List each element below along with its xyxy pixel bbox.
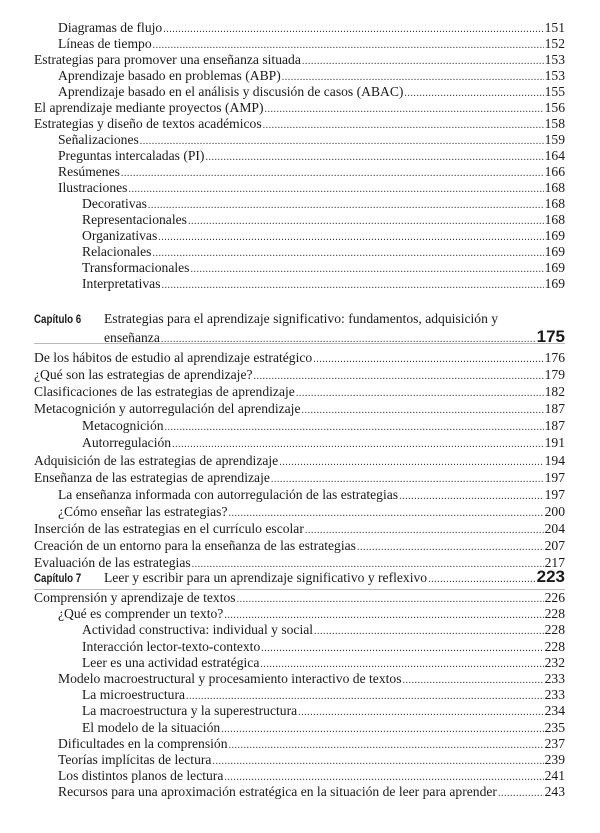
toc-entry[interactable] [34, 703, 565, 719]
toc-entry[interactable] [34, 180, 565, 196]
toc-entry[interactable] [34, 452, 565, 469]
toc-entry[interactable] [34, 260, 565, 276]
entry-title: La macroestructura y la superestructura [82, 703, 298, 719]
entry-page-number: 169 [544, 276, 565, 291]
dot-leader [212, 754, 543, 770]
toc-entry[interactable] [34, 244, 565, 260]
entry-page-number: 232 [544, 654, 565, 670]
dot-leader [428, 570, 536, 590]
chapter-label: Capítulo 7 [34, 573, 82, 585]
entry-title: Representacionales [82, 212, 187, 227]
toc-entry[interactable] [34, 400, 565, 417]
toc-entry[interactable] [34, 606, 565, 622]
entry-page-number: 158 [544, 116, 565, 131]
entry-title: Relacionales [82, 244, 152, 259]
entry-page-number: 243 [544, 784, 565, 800]
entry-page-number: 155 [544, 84, 565, 99]
entry-title: El aprendizaje mediante proyectos (AMP) [34, 100, 264, 115]
toc-entry[interactable] [34, 228, 565, 244]
entry-title: Actividad constructiva: individual y social [82, 622, 314, 638]
entry-title: Interacción lector-texto-contexto [82, 638, 261, 654]
entry-page-number: 200 [544, 503, 565, 519]
dot-leader [302, 54, 544, 70]
entry-page-number: 179 [544, 367, 565, 383]
toc-entry[interactable] [34, 537, 565, 554]
entry-page-number: 233 [544, 687, 565, 703]
entry-title: Modelo macroestructural y procesamiento interactivo de textos [58, 670, 402, 686]
entry-title: ¿Cómo enseñar las estrategias? [58, 503, 228, 519]
entry-title: Leer es una actividad estratégica [82, 654, 260, 670]
entry-title: Dificultades en la comprensión [58, 735, 228, 751]
toc-entry[interactable] [34, 720, 565, 736]
dot-leader [190, 262, 543, 278]
entry-page-number: 168 [544, 196, 565, 211]
entry-title: Teorías implícitas de lectura [58, 751, 212, 767]
entry-page-number: 159 [544, 132, 565, 147]
entry-title: Comprensión y aprendizaje de textos [34, 590, 236, 605]
divider [34, 343, 565, 344]
entry-title: Decorativas [82, 196, 147, 211]
entry-page-number: 191 [544, 435, 565, 451]
toc-entry[interactable] [34, 417, 565, 434]
entry-page-number: 235 [544, 719, 565, 735]
dot-leader [237, 592, 544, 608]
entry-title: El modelo de la situación [82, 719, 221, 735]
entry-page-number: 239 [544, 751, 565, 767]
entry-title: Preguntas intercaladas (PI) [58, 148, 205, 163]
toc-entry[interactable] [34, 100, 565, 116]
dot-leader [161, 331, 536, 349]
toc-entry[interactable] [34, 655, 565, 671]
dot-leader [221, 722, 543, 738]
dot-leader [296, 385, 544, 402]
toc-entry[interactable] [34, 752, 565, 768]
toc-entry[interactable] [34, 768, 565, 784]
entry-page-number: 197 [544, 486, 565, 502]
entry-title: Interpretativas [82, 276, 161, 291]
toc-entry[interactable] [34, 36, 565, 52]
entry-title: Inserción de las estrategias en el currículo escolar [34, 520, 304, 536]
toc-entry[interactable] [34, 590, 565, 606]
entry-page-number: 151 [544, 20, 565, 35]
toc-entry[interactable] [34, 164, 565, 180]
entry-title: ¿Qué es comprender un texto? [58, 606, 224, 622]
chapter-7-heading[interactable] [34, 567, 565, 587]
entry-title: Los distintos planos de lectura [58, 768, 224, 784]
dot-leader [498, 786, 544, 802]
entry-page-number: 226 [544, 590, 565, 605]
dot-leader [121, 166, 544, 182]
entry-page-number: 164 [544, 148, 565, 163]
chapter-page-number: 175 [536, 327, 565, 346]
dot-leader [279, 454, 543, 471]
entry-title: Resúmenes [58, 164, 120, 179]
dot-leader [152, 246, 543, 262]
dot-leader [301, 402, 543, 419]
dot-leader [261, 641, 543, 657]
entry-page-number: 233 [544, 670, 565, 686]
entry-page-number: 228 [544, 638, 565, 654]
toc-entry[interactable] [34, 520, 565, 537]
toc-entry[interactable] [34, 148, 565, 164]
toc-entry[interactable] [34, 132, 565, 148]
dot-leader [265, 102, 544, 118]
dot-leader [162, 278, 544, 294]
toc-entry[interactable] [34, 196, 565, 212]
entry-page-number: 228 [544, 622, 565, 638]
toc-entry[interactable] [34, 736, 565, 752]
entry-title: Líneas de tiempo [58, 36, 152, 51]
toc-entry[interactable] [34, 212, 565, 228]
entry-page-number: 204 [544, 520, 565, 536]
toc-entry[interactable] [34, 622, 565, 638]
chapter-title: Leer y escribir para un aprendizaje significativo y reflexivo [104, 570, 428, 585]
dot-leader [163, 22, 543, 38]
toc-section-c [34, 590, 565, 800]
toc-entry[interactable] [34, 503, 565, 520]
entry-title: Señalizaciones [58, 132, 139, 147]
toc-entry[interactable] [34, 52, 565, 68]
dot-leader [229, 738, 544, 754]
entry-title: Organizativas [82, 228, 158, 243]
entry-title: Metacognición [82, 418, 164, 434]
toc-entry[interactable] [34, 784, 565, 800]
dot-leader [404, 86, 543, 102]
entry-page-number: 197 [544, 469, 565, 485]
toc-entry[interactable] [34, 469, 565, 486]
dot-leader [205, 150, 543, 166]
entry-title: Ilustraciones [58, 180, 128, 195]
entry-page-number: 187 [544, 401, 565, 417]
toc-entry[interactable] [34, 349, 565, 366]
toc-section-b [34, 349, 565, 571]
entry-page-number: 187 [544, 418, 565, 434]
entry-page-number: 217 [544, 555, 565, 571]
chapter-label: Capítulo 6 [34, 314, 82, 326]
toc-entry[interactable] [34, 486, 565, 503]
dot-leader [148, 198, 544, 214]
chapter-page-number: 223 [536, 567, 565, 586]
toc-entry[interactable] [34, 68, 565, 84]
entry-title: Clasificaciones de las estrategias de aprendizaje [34, 384, 295, 400]
entry-page-number: 228 [544, 606, 565, 622]
entry-page-number: 169 [544, 228, 565, 243]
entry-page-number: 169 [544, 244, 565, 259]
entry-page-number: 168 [544, 180, 565, 195]
entry-title: De los hábitos de estudio al aprendizaje estratégico [34, 350, 313, 365]
entry-page-number: 237 [544, 735, 565, 751]
toc-entry[interactable] [34, 84, 565, 100]
entry-title: Estrategias para promover una enseñanza situada [34, 52, 301, 67]
dot-leader [298, 705, 543, 721]
entry-title: Estrategias y diseño de textos académicos [34, 116, 262, 131]
entry-title: ¿Qué son las estrategias de aprendizaje? [34, 367, 253, 383]
entry-title: La microestructura [82, 687, 186, 703]
dot-leader [399, 488, 544, 505]
entry-page-number: 182 [544, 384, 565, 400]
entry-title: Adquisición de las estrategias de aprendizaje [34, 452, 279, 468]
entry-title: Autorregulación [82, 435, 172, 451]
entry-page-number: 153 [544, 52, 565, 67]
entry-title: Aprendizaje basado en el análisis y discusión de casos (ABAC) [58, 84, 404, 99]
entry-page-number: 156 [544, 100, 565, 115]
toc-entry[interactable] [34, 366, 565, 383]
toc-entry[interactable] [34, 276, 565, 292]
entry-page-number: 166 [544, 164, 565, 179]
dot-leader [314, 624, 544, 640]
toc-entry[interactable] [34, 687, 565, 703]
chapter-title-continued: enseñanza [104, 330, 160, 345]
dot-leader [188, 214, 544, 230]
toc-entry[interactable] [34, 116, 565, 132]
dot-leader [128, 182, 543, 198]
entry-page-number: 176 [544, 350, 565, 365]
entry-page-number: 194 [544, 452, 565, 468]
dot-leader [403, 673, 544, 689]
dot-leader [313, 351, 543, 368]
dot-leader [254, 368, 544, 385]
entry-page-number: 241 [544, 768, 565, 784]
entry-page-number: 207 [544, 538, 565, 554]
entry-title: Diagramas de flujo [58, 20, 163, 35]
entry-title: La enseñanza informada con autorregulación de las estrategias [58, 486, 399, 502]
dot-leader [158, 230, 543, 246]
toc-entry[interactable] [34, 20, 565, 36]
dot-leader [165, 419, 544, 436]
toc-entry[interactable] [34, 383, 565, 400]
entry-title: Aprendizaje basado en problemas (ABP) [58, 68, 281, 83]
entry-title: Evaluación de las estrategias [34, 555, 191, 571]
entry-title: Creación de un entorno para la enseñanza de las estrategias [34, 538, 356, 554]
chapter-6-heading[interactable] [34, 311, 565, 346]
entry-page-number: 234 [544, 703, 565, 719]
entry-page-number: 152 [544, 36, 565, 51]
dot-leader [357, 539, 544, 556]
entry-title: Enseñanza de las estrategias de aprendizaje [34, 469, 270, 485]
toc-section-a [34, 20, 565, 292]
entry-page-number: 168 [544, 212, 565, 227]
entry-page-number: 169 [544, 260, 565, 275]
entry-title: Transformacionales [82, 260, 190, 275]
entry-page-number: 153 [544, 68, 565, 83]
chapter-title: Estrategias para el aprendizaje significativo: fundamentos, adquisición y [104, 311, 499, 326]
entry-title: Metacognición y autorregulación del aprendizaje [34, 401, 301, 417]
toc-entry[interactable] [34, 639, 565, 655]
toc-entry[interactable] [34, 434, 565, 451]
entry-title: Recursos para una aproximación estratégica en la situación de leer para aprender [58, 784, 497, 800]
toc-entry[interactable] [34, 671, 565, 687]
dot-leader [263, 118, 544, 134]
